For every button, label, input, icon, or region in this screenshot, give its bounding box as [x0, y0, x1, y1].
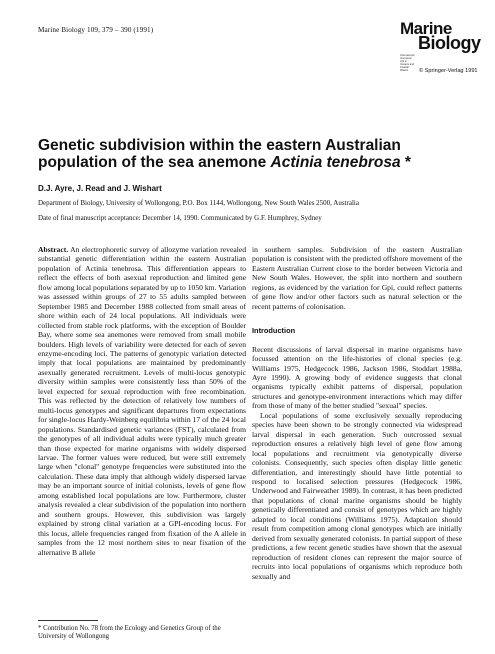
introduction-heading: Introduction [252, 326, 296, 336]
logo-word-biology: Biology [418, 33, 481, 53]
abstract-text: An electrophoretic survey of allozyme variation revealed substantial genetic differentiation within the eastern Australian population of Actinia tenebrosa. This differentiation appears to reflect the effects of both asexual reproduction and limited gene flow among local populations separated by up to 1050 km. Variation was assessed within groups of 27 to 55 adults sampled between September 1985 and December 1988 collected from small areas of shore within each of 24 local populations. All individuals were collected from stable rock platforms, with the exception of Boulder Bay, where some sea anemones were removed from small mobile boulders. High levels of variability were detected for each of seven enzyme-encoding loci. The patterns of genotypic variation detected imply that local populations are maintained by predominantly asexually generated recruitment. Levels of multi-locus genotypic diversity within samples were consistently less than 50% of the level expected for sexual reproduction with free recombination. This was reflected by the detection of relatively low numbers of multi-locus genotypes and significant departures from expectations for single-locus Hardy-Weinberg equilibria within 17 of the 24 local populations. Standardised genetic variances (FST), calculated from the genotypes of all individual adults were typically much greater than those expected for marine organisms with widely dispersed larvae. The former values were reduced, but were still extremely large when "clonal" genotype frequencies were substituted into the calculation. These data imply that although widely dispersed larvae may be an important source of initial colonists, levels of gene flow among established local populations are low. Furthermore, cluster analysis revealed a clear subdivision of the population into northern and southern groups. However, this subdivision was largely explained by strong clinal variation at a GPI-encoding locus. For this locus, allele frequencies ranged from fixation of the A allele in samples from the 12 most northern sites to near fixation of the alternative B allele [38, 245, 247, 557]
author-affiliation: Department of Biology, University of Wollongong, P.O. Box 1144, Wollongong, New South Wales 2500, Australia [38, 199, 359, 207]
title-main: Genetic subdivision within the eastern Australian population of the sea anemone [38, 137, 401, 171]
journal-logo [400, 19, 481, 74]
introduction-paragraph-2: Local populations of some exclusively sexually reproducing species have been shown to be strongly connected via widespread larval dispersal in each generation. Such outcrossed sexual reproduction ensures a relatively high level of gene flow among local populations and recruitment via genotypically diverse colonists. Consequently, such species often display little genetic differentiation, and interestingly should have little potential to respond to localised selection pressures (Hedgecock 1986, Underwood and Fairweather 1989). In contrast, it has been predicted that populations of clonal marine organisms should be highly genetically differentiated and consist of genotypes which are highly adapted to local conditions (Williams 1975). Adaptation should result from competition among clonal genotypes which are initially derived from sexually generated colonists. In partial support of these predictions, a few recent genetic studies have shown that the asexual reproduction of resident clones can represent the major source of recruits into local populations of organisms which reproduce both sexually and [252, 410, 462, 581]
footnote: * Contribution No. 78 from the Ecology and Genetics Group of the University of Wollongong [38, 625, 221, 641]
logo-fine-print: International Journal on Life in Oceans and Coastal Waters [400, 54, 415, 72]
introduction-paragraph-1: Recent discussions of larval dispersal in marine organisms have focussed attention on the life-histories of clonal species (e.g. Williams 1975, Hedgecock 1986, Jackson 1986, Stoddart 1988a, Ayre 1990). A growing body of evidence suggests that clonal organisms typically exhibit patterns of dispersal, population structures and genotype-environment interactions which may differ from those of many of the better studied "sexual" species. [252, 344, 462, 411]
journal-citation: Marine Biology 109, 379 – 390 (1991) [38, 26, 154, 34]
article-authors: D.J. Ayre, J. Read and J. Wishart [38, 184, 162, 193]
article-title [38, 137, 458, 171]
logo-copyright: © Springer-Verlag 1991 [419, 68, 478, 74]
left-column [38, 245, 246, 557]
right-column [252, 245, 462, 581]
abstract-continuation: in southern samples. Subdivision of the eastern Australian population is consistent with the predicted offshore movement of the Eastern Australian Current close to the border between Victoria and New South Wales. However, the split into northern and southern regions, as evidenced by the variation for Gpi, could reflect patterns of gene flow and/or other factors such as natural selection or the recent patterns of colonisation. [252, 245, 462, 311]
abstract-label: Abstract. [38, 245, 69, 254]
title-species: Actinia tenebrosa [270, 154, 401, 171]
title-footnote-mark: * [400, 154, 411, 171]
footnote-divider [38, 620, 98, 621]
logo-word-marine: Marine [400, 19, 452, 38]
manuscript-dates: Date of final manuscript acceptance: December 14, 1990. Communicated by G.F. Humphrey, Sydney [38, 214, 322, 222]
abstract-paragraph [38, 245, 246, 557]
